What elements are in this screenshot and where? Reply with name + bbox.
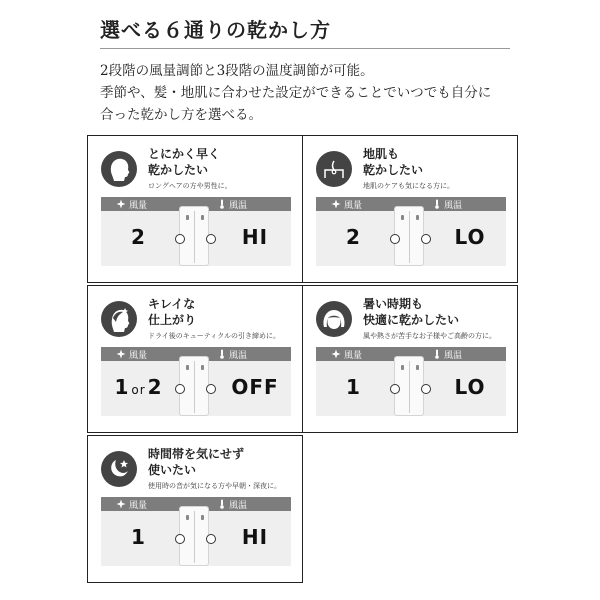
mode-card-scalp-dry (302, 135, 518, 283)
temperature-dial (421, 384, 431, 394)
temperature-value: LO (454, 375, 486, 399)
mode-note: ドライ後のキューティクルの引き締めに。 (148, 332, 281, 340)
airflow-value: 2 (346, 225, 361, 249)
temperature-value: OFF (231, 375, 279, 399)
airflow-dial (175, 384, 185, 394)
thermometer-icon (432, 349, 442, 359)
mode-heading: キレイな 仕上がり (148, 297, 197, 327)
airflow-dial (175, 234, 185, 244)
profile-silhouette-icon (101, 151, 137, 187)
airflow-dial (390, 234, 400, 244)
dryer-control-image (394, 356, 424, 416)
temperature-dial (206, 384, 216, 394)
fan-icon (331, 199, 341, 209)
thermometer-icon (217, 199, 227, 209)
fan-icon (116, 349, 126, 359)
temperature-value: LO (454, 225, 486, 249)
intro-text (100, 60, 520, 126)
airflow-value: 1 or 2 (114, 375, 163, 399)
dryer-control-image (179, 356, 209, 416)
shiny-hair-icon (101, 301, 137, 337)
temperature-dial (421, 234, 431, 244)
dryer-control-image (394, 206, 424, 266)
setting-values (101, 361, 291, 416)
mode-heading: 暑い時期も 快適に乾かしたい (363, 297, 460, 327)
intro-line: 合った乾かし方を選べる。 (100, 107, 262, 123)
fan-icon (116, 199, 126, 209)
dryer-control-image (179, 506, 209, 566)
setting-values (316, 211, 506, 266)
setting-values (101, 211, 291, 266)
airflow-value: 2 (131, 225, 146, 249)
temperature-label: 風温 (229, 501, 248, 511)
airflow-label: 風量 (129, 351, 148, 361)
airflow-dial (175, 534, 185, 544)
temperature-label: 風温 (444, 351, 463, 361)
mode-grid (87, 135, 517, 585)
mode-card-fast-dry (87, 135, 303, 283)
temperature-dial (206, 534, 216, 544)
title-divider (100, 48, 510, 49)
mode-card-beautiful-finish (87, 285, 303, 433)
fan-icon (116, 499, 126, 509)
mode-heading: 時間帯を気にせず 使いたい (148, 447, 245, 477)
scalp-hair-icon (316, 151, 352, 187)
mode-note: 風や熱さが苦手なお子様やご高齢の方に。 (363, 332, 496, 340)
temperature-value: HI (241, 525, 269, 549)
intro-line: 2段階の風量調節と3段階の温度調節が可能。 (100, 63, 374, 79)
airflow-label: 風量 (129, 201, 148, 211)
setting-values (316, 361, 506, 416)
airflow-label: 風量 (344, 201, 363, 211)
airflow-label: 風量 (129, 501, 148, 511)
temperature-label: 風温 (444, 201, 463, 211)
thermometer-icon (217, 499, 227, 509)
mode-heading: とにかく早く 乾かしたい (148, 147, 221, 177)
page-title: 選べる６通りの乾かし方 (100, 18, 331, 42)
intro-line: 季節や、髪・地肌に合わせた設定ができることでいつでも自分に (100, 85, 492, 101)
mode-note: ロングヘアの方や男性に。 (148, 182, 232, 190)
airflow-value: 1 (131, 525, 146, 549)
child-head-icon (316, 301, 352, 337)
moon-star-icon (101, 451, 137, 487)
temperature-value: HI (241, 225, 269, 249)
setting-values (101, 511, 291, 566)
temperature-label: 風温 (229, 351, 248, 361)
dryer-control-image (179, 206, 209, 266)
temperature-label: 風温 (229, 201, 248, 211)
airflow-label: 風量 (344, 351, 363, 361)
mode-note: 使用時の音が気になる方や早朝・深夜に。 (148, 482, 281, 490)
mode-card-quiet-use (87, 435, 303, 583)
fan-icon (331, 349, 341, 359)
thermometer-icon (217, 349, 227, 359)
mode-heading: 地肌も 乾かしたい (363, 147, 424, 177)
airflow-value: 1 (346, 375, 361, 399)
mode-card-comfort-dry (302, 285, 518, 433)
mode-note: 地肌のケアも気になる方に。 (363, 182, 454, 190)
temperature-dial (206, 234, 216, 244)
airflow-dial (390, 384, 400, 394)
thermometer-icon (432, 199, 442, 209)
